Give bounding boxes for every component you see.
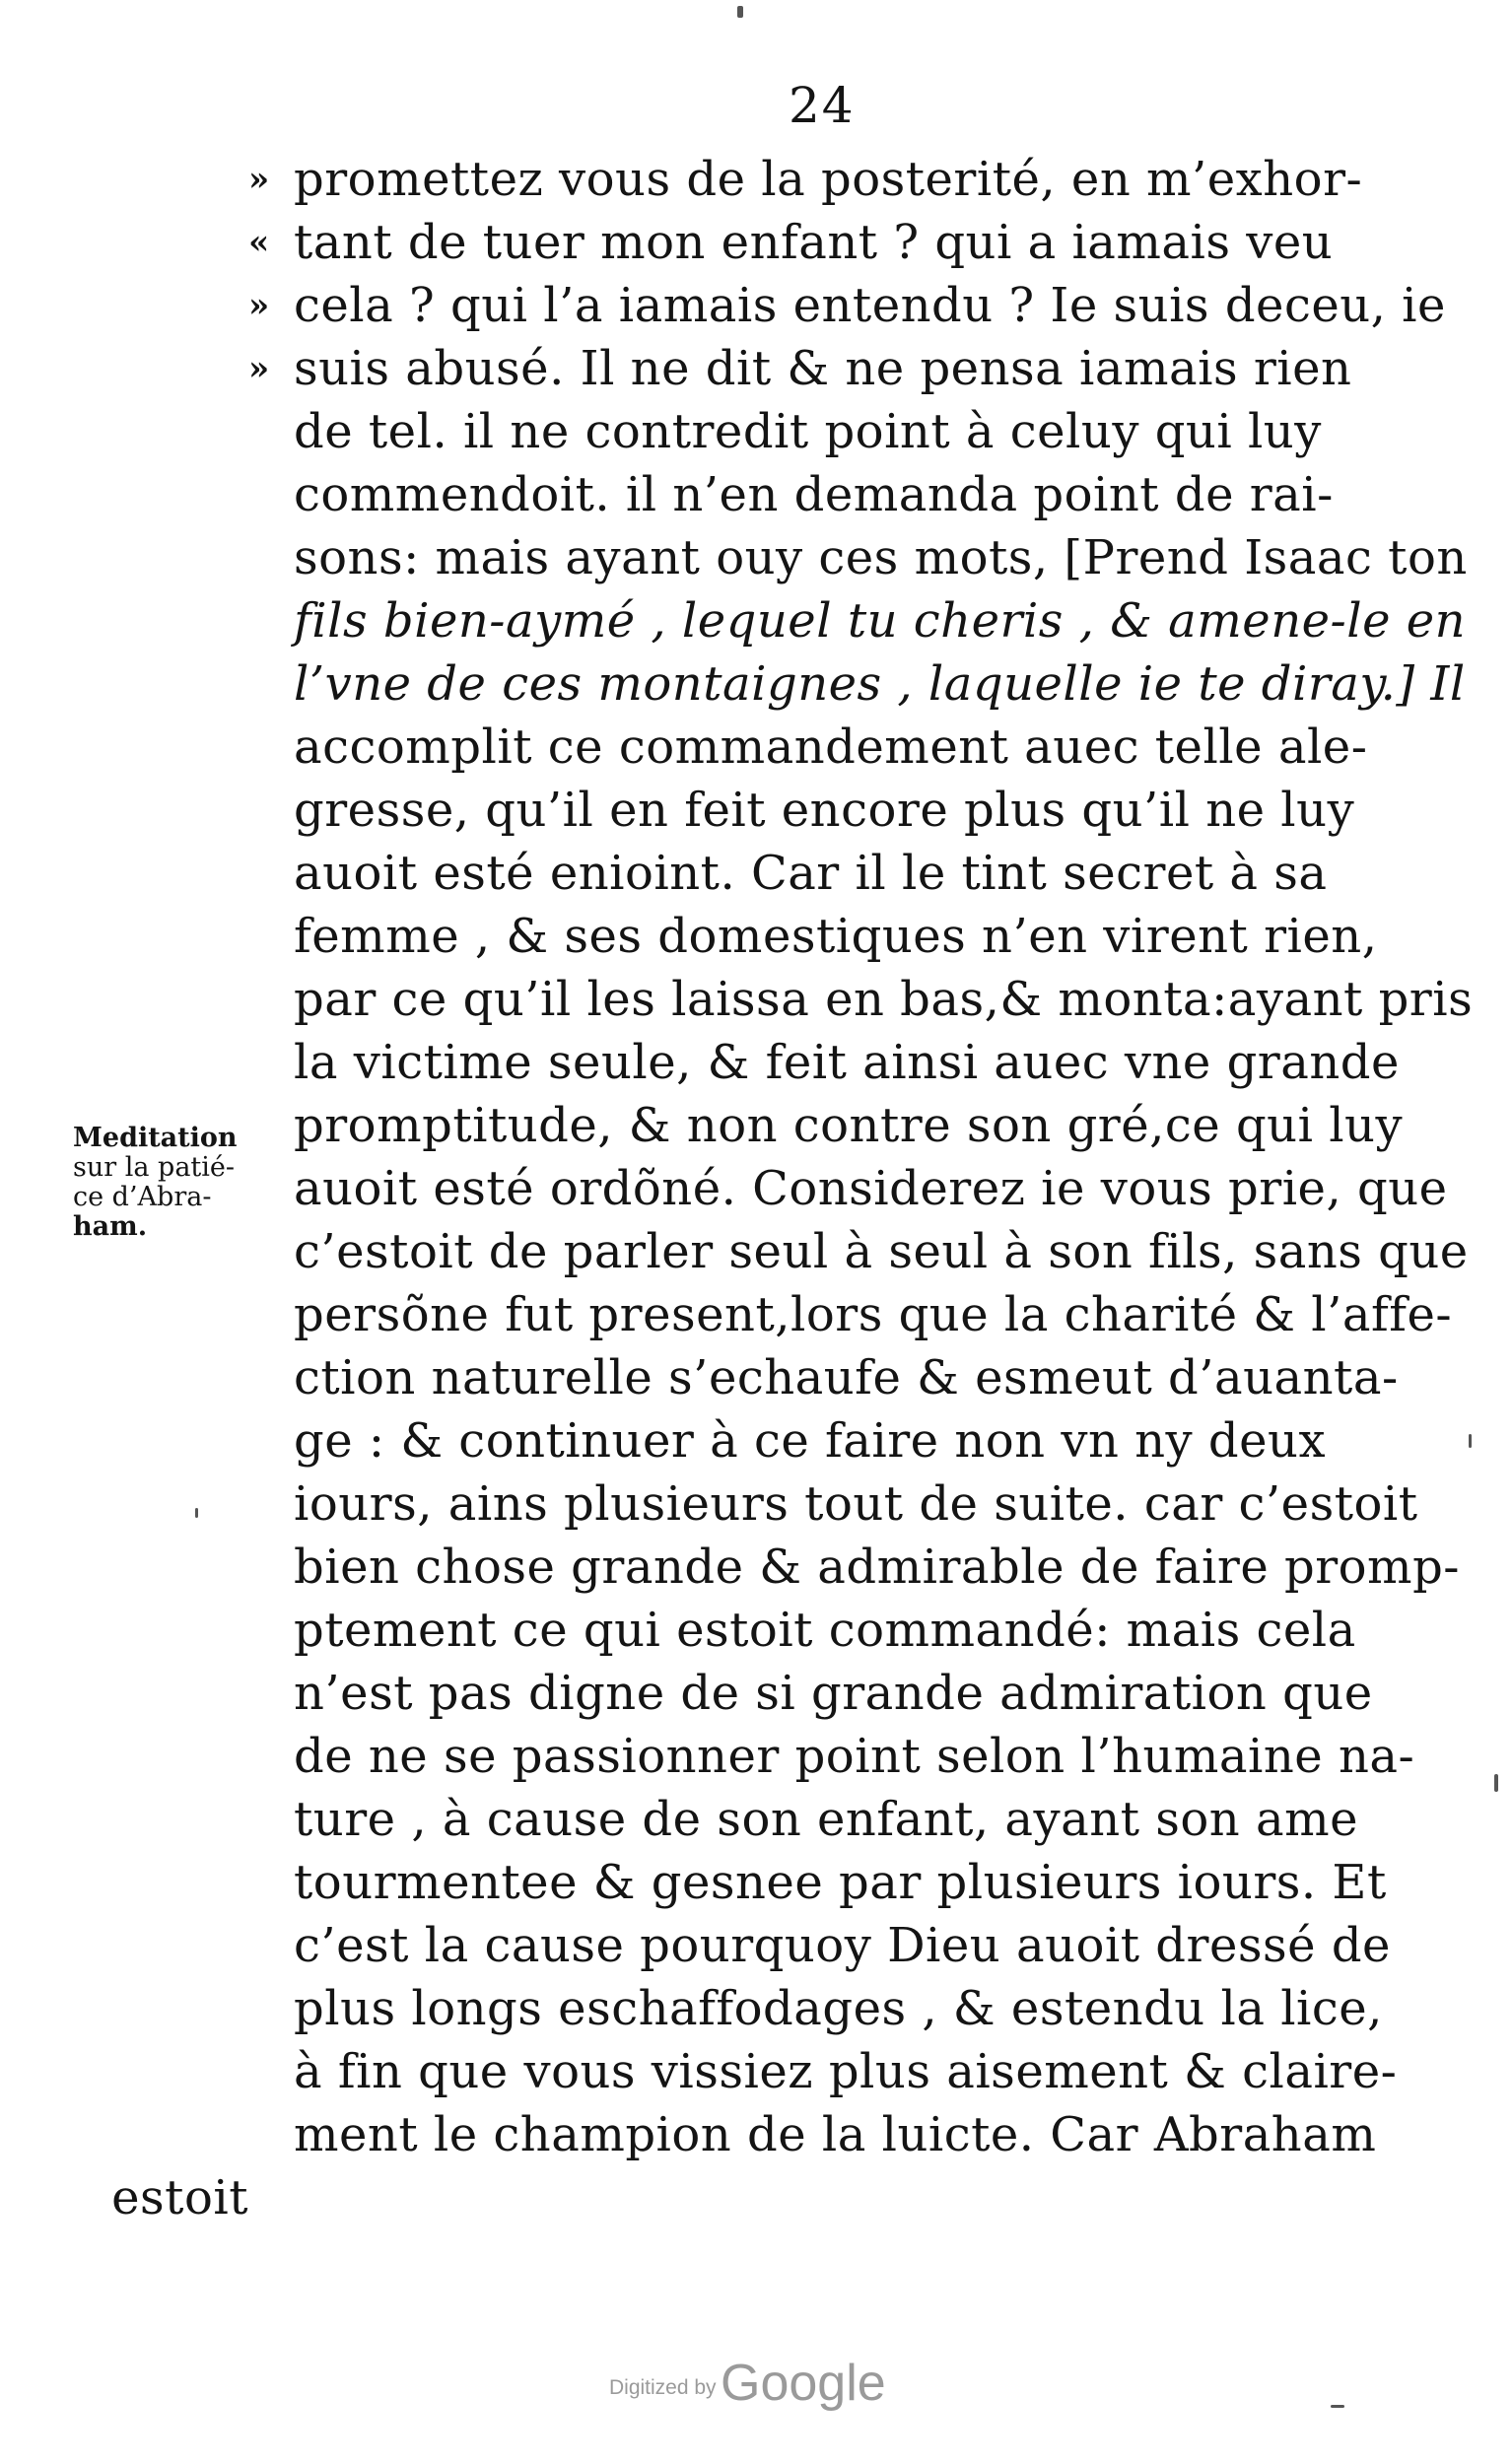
page-number: 24 [789, 77, 856, 134]
paper-speck [1494, 1774, 1498, 1792]
digitized-watermark [609, 2354, 886, 2413]
book-page: 24 » promettez vous de la posterité, en m’exhor- « tant de tuer mon enfant ? qui a iamais veu » cela ? qui l’a iamais entendu ? Ie suis deceu, ie » suis abusé. Il ne dit & ne pensa iamais rien de tel. il ne contredit point à celuy qui luy commendoit. il n’en demanda point de rai- sons: mais ayant ouy ces mots, [Prend Isaac ton fils bien-aymé , lequel tu cheris , & amene-le en l’vne de ces montaignes , laquelle ie te diray.] Il accomplit ce commandement auec telle ale- gresse, qu’il en feit encore plus qu’il ne luy auoit esté enioint. Car il le tint secret à sa femme , & ses domestiques n’en virent rien, par ce qu’il les laissa en bas,& monta:ayant pris la victime seule, & feit ainsi auec vne grande promptitude, & non contre son gré,ce qui luy auoit esté ordõné. Considerez ie vous prie, que c’estoit de parler seul à seul à son fils, sans que persõne fut present,lors que la charité & l’affe- ction naturelle s’echaufe & esmeut d’auanta- ge : & continuer à ce faire non vn ny deux iours, ains plusieurs tout de suite. car c’estoit bien chose grande & admirable de faire promp- ptement ce qui estoit commandé: mais cela n’est pas digne de si grande admiration que de ne se passionner point selon l’humaine na- ture , à cause de son enfant, ayant son ame tourmentee & gesnee par plusieurs iours. Et c’est la cause pourquoy Dieu auoit dressé de plus longs eschaffodages , & estendu la lice, à fin que vous vissiez plus aisement & claire- ment le champion de la luicte. Car Abraham estoit Meditation sur la patié- ce d’Abra- ham. Digitized by Google [0, 0, 1512, 2464]
paper-speck [195, 1508, 198, 1518]
google-logo: Google [721, 2355, 886, 2412]
quote-mark: » [248, 286, 270, 325]
paper-speck [737, 6, 743, 18]
margin-note: Meditation sur la patié- ce d’Abra- ham. [73, 1123, 238, 1242]
quote-mark: » [248, 349, 270, 388]
paper-speck [1469, 1434, 1472, 1448]
watermark-prefix: Digitized by [609, 2376, 717, 2399]
paper-speck [1331, 2405, 1344, 2408]
quote-mark: « [248, 223, 270, 262]
quote-mark: » [248, 160, 270, 199]
